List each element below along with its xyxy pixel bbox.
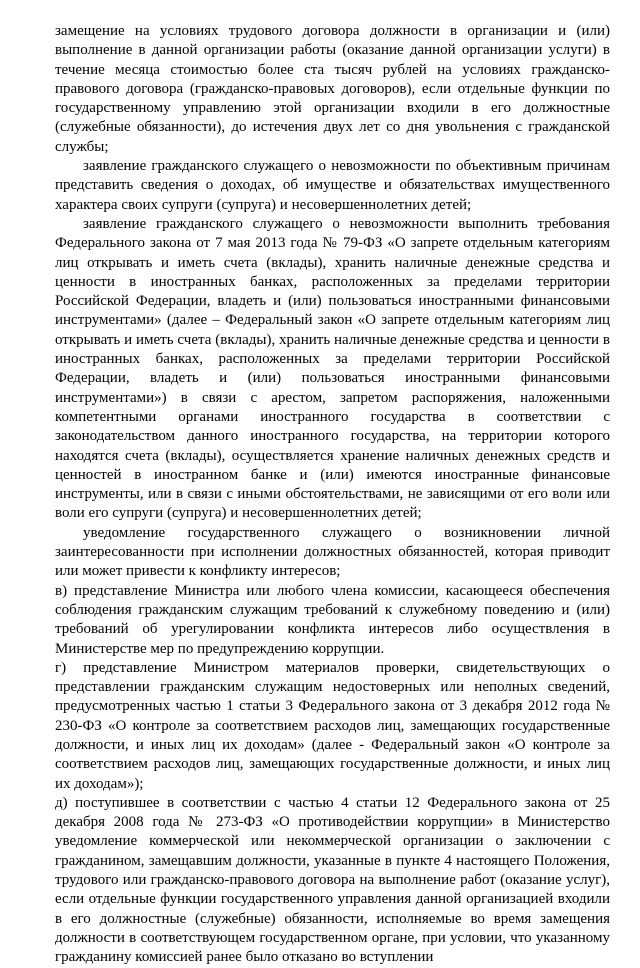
paragraph-employment-restriction: замещение на условиях трудового договора должности в организации и (или) выполнение в данной организации работы (оказание данной организации услуги) в течение месяца стоимостью более ста тысяч рублей на условиях гражданско-правового договора (гражданско-правовых договоров), если отдельные функции по государственному управлению этой организации входили в его должностные (служебные обязанности), до истечения двух лет со дня увольнения с гражданской службы; bbox=[55, 23, 610, 155]
paragraph-foreign-accounts-application: заявление гражданского служащего о невозможности выполнить требования Федерального закона от 7 мая 2013 года № 79-ФЗ «О запрете отдельным категориям лиц открывать и иметь счета (вклады), хранить наличные денежные средства и ценности в иностранных банках, расположенных за пределами территории Российской Федерации, владеть и (или) пользоваться иностранными финансовыми инструментами» (далее – Федеральный закон «О запрете отдельным категориям лиц открывать и иметь счета (вклады), хранить наличные денежные средства и ценности в иностранных банках, расположенных за пределами территории Российской Федерации, владеть и (или) пользоваться иностранными финансовыми инструментами») в связи с арестом, запретом распоряжения, наложенными компетентными органами иностранного государства в соответствии с законодательством данного иностранного государства, на территории которого находятся счета (вклады), осуществляется хранение наличных денежных средств и ценностей в иностранном банке и (или) имеются иностранные финансовые инструменты, или в связи с иными обстоятельствами, не зависящими от его воли или воли его супруги (супруга) и несовершеннолетних детей; bbox=[55, 215, 610, 522]
paragraph-conflict-of-interest-notice: уведомление государственного служащего о возникновении личной заинтересованности при исполнении должностных обязанностей, которая приводит или может привести к конфликту интересов; bbox=[55, 524, 610, 580]
paragraph-item-d: д) поступившее в соответствии с частью 4 статьи 12 Федерального закона от 25 декабря 2008 года № 273-ФЗ «О противодействии коррупции» в Министерство уведомление коммерческой или некоммерческой организации о заключении с гражданином, замещавшим должности, указанные в пункте 4 настоящего Положения, трудового или гражданско-правового договора на выполнение работ (оказание услуг), если отдельные функции государственного управления данной организацией входили в его должностные (служебные) обязанности, исполняемые во время замещения должности в соответствующем государственном органе, при условии, что указанному гражданину комиссией ранее было отказано во вступлении bbox=[55, 794, 610, 966]
paragraph-item-v: в) представление Министра или любого члена комиссии, касающееся обеспечения соблюдения гражданским служащим требований к служебному поведению и (или) требований об урегулировании конфликта интересов либо осуществления в Министерстве мер по предупреждению коррупции. bbox=[55, 582, 610, 657]
paragraph-item-g: г) представление Министром материалов проверки, свидетельствующих о представлении гражданским служащим недостоверных или неполных сведений, предусмотренных частью 1 статьи 3 Федерального закона от 3 декабря 2012 года № 230-ФЗ «О контроле за соответствием расходов лиц, замещающих государственные должности, и иных лиц их доходам» (далее - Федеральный закон «О контроле за соответствием расходов лиц, замещающих государственные должности, и иных лиц их доходам»); bbox=[55, 659, 610, 792]
paragraph-income-statement-application: заявление гражданского служащего о невозможности по объективным причинам представить сведения о доходах, об имуществе и обязательствах имущественного характера своих супруги (супруга) и несовершеннолетних детей; bbox=[55, 158, 610, 213]
